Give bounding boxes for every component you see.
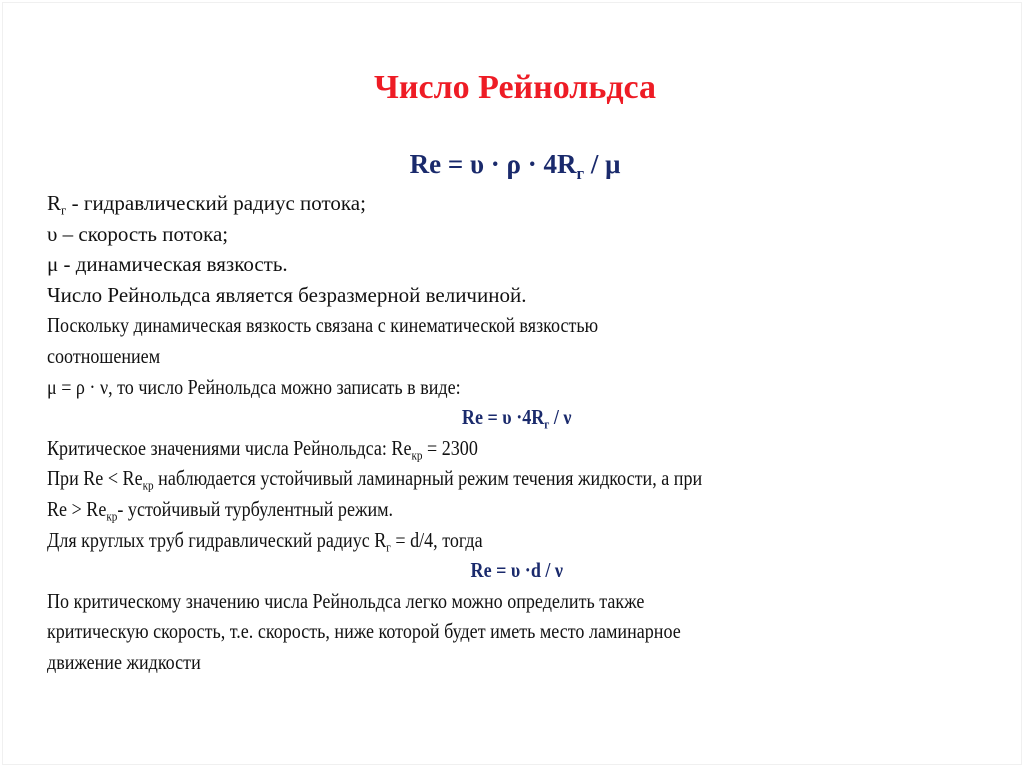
formula-2-prefix: Re = υ ·4R xyxy=(462,405,545,430)
symbol: R xyxy=(47,191,62,215)
main-formula-sub: г xyxy=(576,163,585,183)
conclusion-text-1: По критическому значению числа Рейнольдса легко можно определить также xyxy=(47,588,645,613)
main-formula xyxy=(3,149,1024,183)
definition-viscosity: μ - динамическая вязкость. xyxy=(47,252,288,277)
relation-line-1 xyxy=(47,310,1007,341)
turbulent-suffix: - устойчивый турбулентный режим. xyxy=(117,496,394,521)
pipes-sub: г xyxy=(386,539,391,555)
relation-text-2: соотношением xyxy=(47,343,161,368)
formula-2-suffix: / ν xyxy=(549,405,572,430)
laminar-line xyxy=(47,463,1007,494)
turbulent-line xyxy=(47,494,1007,525)
formula-3-text: Re = υ ·d / ν xyxy=(470,558,564,583)
relation-text-3: μ = ρ · ν, то число Рейнольдса можно записать в виде: xyxy=(47,374,461,399)
critical-sub: кр xyxy=(411,447,423,463)
dimensionless-statement: Число Рейнольдса является безразмерной величиной. xyxy=(47,282,527,307)
critical-value: = 2300 xyxy=(422,435,478,460)
definition-text: - гидравлический радиус потока; xyxy=(66,191,366,215)
critical-value-line xyxy=(47,433,1007,464)
relation-line-2 xyxy=(47,341,1007,372)
conclusion-text-2: критическую скорость, т.е. скорость, ниже которой будет иметь место ламинарное xyxy=(47,619,681,644)
pipes-prefix: Для круглых труб гидравлический радиус R xyxy=(47,527,387,552)
slide-title: Число Рейнольдса xyxy=(373,69,657,106)
formula-kinematic xyxy=(47,402,987,433)
relation-line-3 xyxy=(47,372,1007,403)
laminar-suffix: наблюдается устойчивый ламинарный режим течения жидкости, а при xyxy=(153,466,703,491)
symbol-sub: г xyxy=(61,202,67,218)
definition-velocity: υ – скорость потока; xyxy=(47,221,229,246)
laminar-sub: кр xyxy=(142,477,154,493)
formula-diameter xyxy=(47,555,987,586)
main-formula-prefix: Re = υ · ρ · 4R xyxy=(409,149,577,179)
turbulent-prefix: Re > Re xyxy=(47,496,107,521)
laminar-prefix: При Re < Re xyxy=(47,466,143,491)
conclusion-line-2 xyxy=(47,616,1007,647)
conclusion-line-1 xyxy=(47,586,1007,617)
conclusion-line-3 xyxy=(47,647,1007,678)
slide-body xyxy=(47,188,1007,678)
pipes-suffix: = d/4, тогда xyxy=(390,527,483,552)
definition-hydraulic-radius xyxy=(47,188,1007,219)
turbulent-sub: кр xyxy=(106,508,118,524)
slide xyxy=(2,2,1022,765)
main-formula-suffix: / μ xyxy=(584,149,621,179)
pipes-line xyxy=(47,525,1007,556)
critical-prefix: Критическое значениями числа Рейнольдса: Re xyxy=(47,435,412,460)
relation-text-1: Поскольку динамическая вязкость связана с кинематической вязкостью xyxy=(47,313,599,338)
formula-2-sub: г xyxy=(544,416,550,432)
conclusion-text-3: движение жидкости xyxy=(47,649,201,674)
